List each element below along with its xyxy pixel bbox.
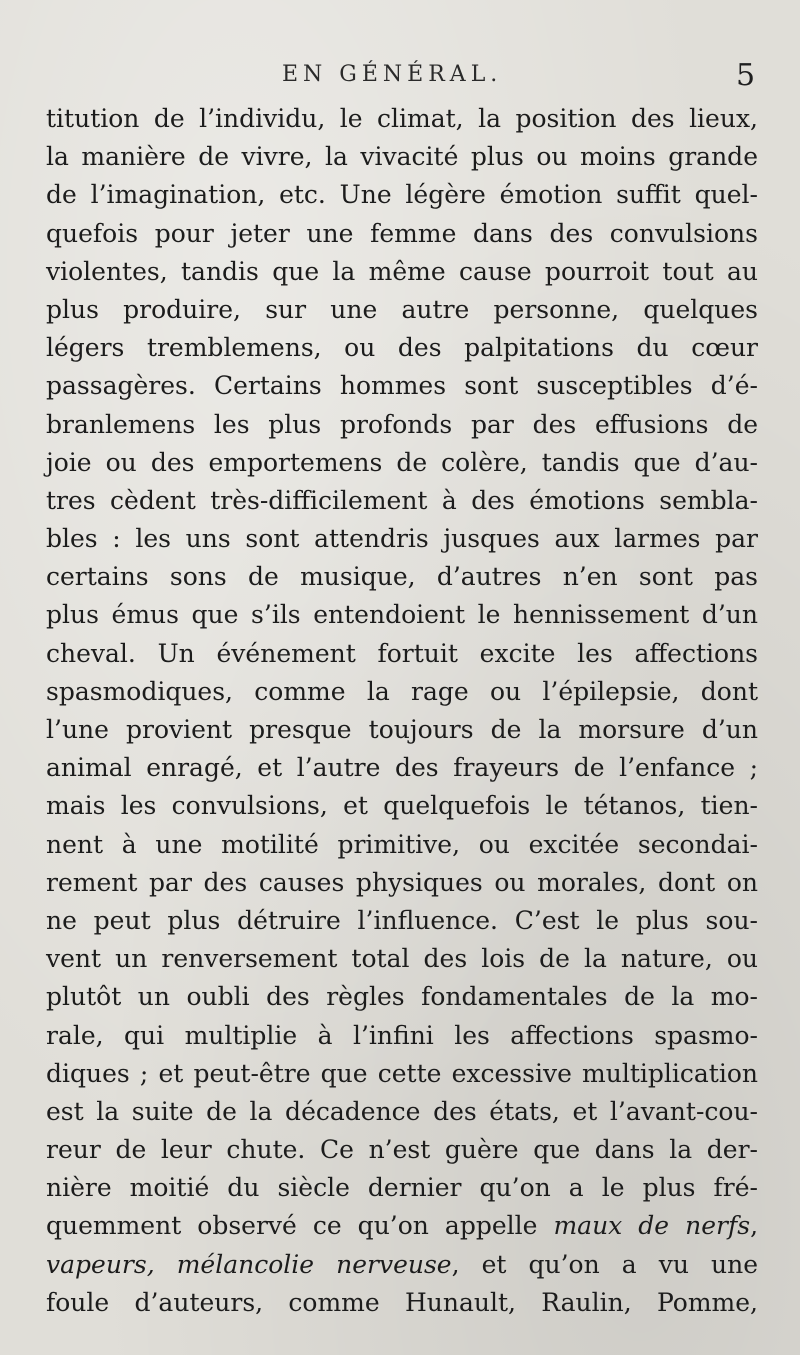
text-line: titution de l’individu, le climat, la position des lieux, [46, 104, 758, 133]
text-line: mais les convulsions, et quelquefois le tétanos, tien- [46, 791, 758, 821]
text-line: l’une provient presque toujours de la morsure d’un [46, 715, 758, 744]
body-text [46, 100, 758, 1322]
text-line: quefois pour jeter une femme dans des convulsions [46, 218, 758, 248]
text-line: nent à une motilité primitive, ou excitée secondai- [46, 829, 758, 859]
text-line: plus produire, sur une autre personne, quelques [46, 294, 758, 324]
text-line: plutôt un oubli des règles fondamentales de la mo- [46, 982, 758, 1012]
text-line: tres cèdent très-difficilement à des émotions sembla- [46, 485, 758, 515]
text-line: est la suite de la décadence des états, et l’avant-cou- [46, 1096, 758, 1126]
text-line: reur de leur chute. Ce n’est guère que dans la der- [46, 1135, 758, 1165]
text-line: diques ; et peut-être que cette excessive multiplication [46, 1058, 758, 1088]
running-title: EN GÉNÉRAL. [282, 62, 503, 87]
text-line: joie ou des emportemens de colère, tandis que d’au- [46, 447, 758, 477]
text-line: cheval. Un événement fortuit excite les affections [46, 638, 758, 668]
text-line: foule d’auteurs, comme Hunault, Raulin, Pomme, [46, 1287, 758, 1317]
italic-term: vapeurs, mélancolie nerveuse [46, 1249, 452, 1279]
running-head [0, 58, 800, 98]
text-line: animal enragé, et l’autre des frayeurs de l’enfance ; [46, 753, 758, 783]
text-line: rale, qui multiplie à l’infini les affections spasmo- [46, 1020, 758, 1050]
text-segment: , [750, 1211, 759, 1241]
text-line: violentes, tandis que la même cause pourroit tout au [46, 256, 758, 286]
text-line: certains sons de musique, d’autres n’en sont pas [46, 562, 758, 592]
text-line: rement par des causes physiques ou morales, dont on [46, 867, 758, 897]
text-line-with-italic [46, 1207, 758, 1245]
text-line: ne peut plus détruire l’influence. C’est le plus sou- [46, 905, 758, 935]
text-line: passagères. Certains hommes sont susceptibles d’é- [46, 371, 758, 401]
text-line: légers tremblemens, ou des palpitations du cœur [46, 333, 758, 363]
text-line-with-italic [46, 1246, 758, 1284]
text-line: nière moitié du siècle dernier qu’on a le plus fré- [46, 1173, 758, 1203]
italic-term: maux de nerfs [553, 1211, 751, 1241]
text-line: vent un renversement total des lois de la nature, ou [46, 944, 758, 974]
text-line: la manière de vivre, la vivacité plus ou moins grande [46, 142, 758, 172]
text-line: branlemens les plus profonds par des effusions de [46, 409, 758, 439]
page-number: 5 [736, 58, 756, 93]
text-line: plus émus que s’ils entendoient le hennissement d’un [46, 600, 758, 630]
text-line: de l’imagination, etc. Une légère émotion suffit quel- [46, 180, 758, 210]
text-segment: quemment observé ce qu’on appelle [46, 1211, 554, 1241]
text-line: bles : les uns sont attendris jusques aux larmes par [46, 524, 758, 554]
text-segment: , et qu’on a vu une [451, 1249, 758, 1279]
text-line: spasmodiques, comme la rage ou l’épilepsie, dont [46, 676, 758, 706]
